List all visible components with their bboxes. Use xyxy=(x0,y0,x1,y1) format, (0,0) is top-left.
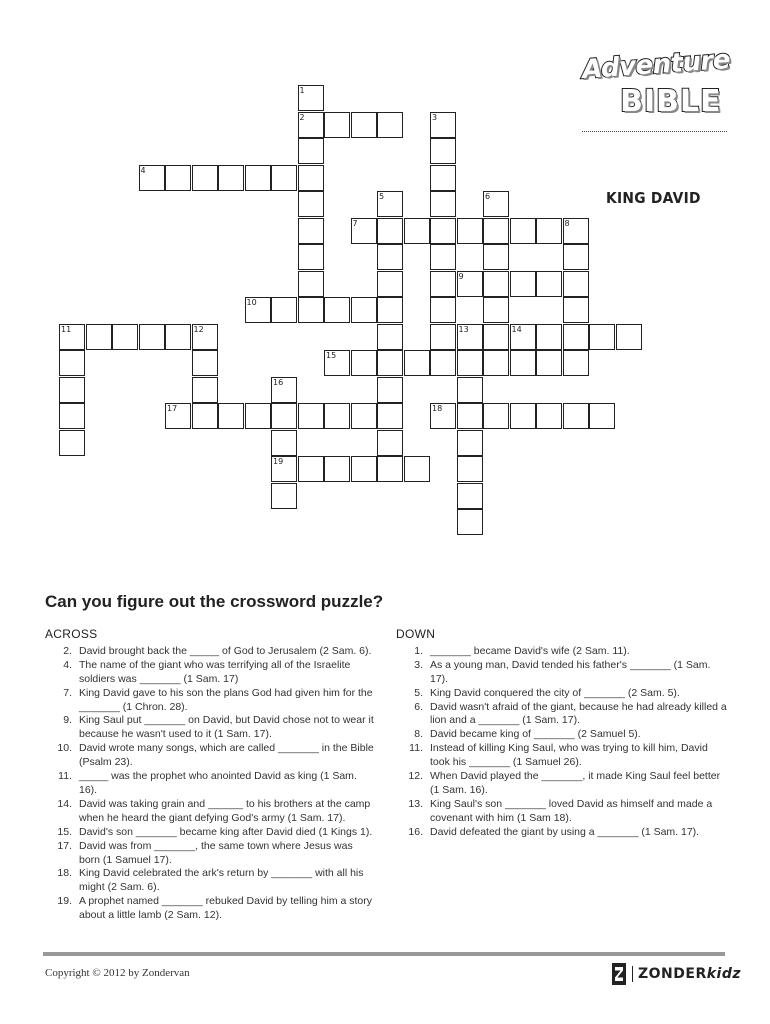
crossword-cell[interactable] xyxy=(59,350,85,376)
across-clue xyxy=(45,867,375,895)
crossword-cell[interactable] xyxy=(377,218,403,244)
clue-number: 9. xyxy=(63,714,72,727)
crossword-cell[interactable] xyxy=(483,244,509,270)
crossword-cell[interactable] xyxy=(245,297,271,323)
cell-number: 15 xyxy=(326,351,337,360)
crossword-cell[interactable] xyxy=(483,271,509,297)
crossword-cell[interactable] xyxy=(59,377,85,403)
clue-text: David was taking grain and ______ to his brothers at the camp when he heard the giant defying God's army (1 Sam. 17). xyxy=(79,797,371,824)
clue-number: 1. xyxy=(414,644,423,657)
crossword-cell[interactable] xyxy=(245,403,271,429)
crossword-cell[interactable] xyxy=(298,165,324,191)
clue-text: King Saul put _______ on David, but David chose not to wear it because he wasn't used to it (1 Sam. 17). xyxy=(79,714,374,741)
crossword-cell[interactable] xyxy=(536,403,562,429)
crossword-cell[interactable] xyxy=(377,456,403,482)
across-heading: ACROSS xyxy=(45,627,98,641)
clue-text: King David celebrated the ark's return by _______ with all his might (2 Sam. 6). xyxy=(79,867,364,894)
crossword-cell[interactable] xyxy=(563,350,589,376)
adventure-bible-logo: Adventure BIBLE xyxy=(581,44,731,119)
clue-number: 7. xyxy=(63,686,72,699)
crossword-cell[interactable] xyxy=(536,218,562,244)
crossword-cell[interactable] xyxy=(298,244,324,270)
cell-number: 14 xyxy=(511,324,522,334)
crossword-cell[interactable] xyxy=(298,297,324,323)
crossword-cell[interactable] xyxy=(377,244,403,270)
cell-number: 4 xyxy=(140,165,146,175)
crossword-cell[interactable] xyxy=(218,165,244,191)
cell-number: 10 xyxy=(246,298,257,307)
crossword-cell[interactable] xyxy=(351,218,377,244)
crossword-cell[interactable] xyxy=(324,456,350,482)
crossword-cell[interactable] xyxy=(245,165,271,191)
crossword-cell[interactable] xyxy=(59,403,85,429)
clue-text: _______ became David's wife (2 Sam. 11). xyxy=(430,644,630,657)
across-clue xyxy=(45,714,375,742)
crossword-cell[interactable] xyxy=(457,430,483,456)
clue-text: The name of the giant who was terrifying all of the Israelite soldiers was _______ (1 Sam. 17) xyxy=(79,658,351,685)
down-clue xyxy=(396,742,728,770)
crossword-cell[interactable] xyxy=(192,324,218,350)
crossword-cell[interactable] xyxy=(324,350,350,376)
across-clue xyxy=(45,742,375,770)
crossword-cell[interactable] xyxy=(86,324,112,350)
crossword-cell[interactable] xyxy=(271,430,297,456)
crossword-cell[interactable] xyxy=(430,138,456,164)
crossword-cell[interactable] xyxy=(457,509,483,535)
crossword-cell[interactable] xyxy=(563,271,589,297)
crossword-cell[interactable] xyxy=(59,324,85,350)
crossword-cell[interactable] xyxy=(351,297,377,323)
crossword-cell[interactable] xyxy=(271,377,297,403)
clue-number: 11. xyxy=(58,770,72,783)
cell-number: 9 xyxy=(458,271,464,281)
name-line xyxy=(582,131,727,132)
clue-text: When David played the _______, it made King Saul feel better (1 Sam. 16). xyxy=(430,770,721,796)
crossword-cell[interactable] xyxy=(324,403,350,429)
across-clue xyxy=(45,826,375,840)
crossword-cell[interactable] xyxy=(510,218,536,244)
puzzle-title: KING DAVID xyxy=(606,189,701,207)
crossword-cell[interactable] xyxy=(430,165,456,191)
down-heading: DOWN xyxy=(396,627,436,641)
crossword-cell[interactable] xyxy=(483,350,509,376)
crossword-cell[interactable] xyxy=(457,324,483,350)
crossword-cell[interactable] xyxy=(165,324,191,350)
clue-number: 3. xyxy=(414,658,423,671)
zonderkidz-wordmark: ZONDERkidz xyxy=(632,966,741,982)
crossword-cell[interactable] xyxy=(271,456,297,482)
down-clue xyxy=(396,701,728,729)
clue-number: 18. xyxy=(57,867,72,880)
crossword-cell[interactable] xyxy=(616,324,642,350)
crossword-cell[interactable] xyxy=(377,350,403,376)
crossword-cell[interactable] xyxy=(298,403,324,429)
clue-number: 17. xyxy=(57,839,72,852)
crossword-cell[interactable] xyxy=(457,456,483,482)
crossword-cell[interactable] xyxy=(271,165,297,191)
down-clue xyxy=(396,826,728,840)
across-clues xyxy=(45,628,375,923)
clue-number: 13. xyxy=(408,797,423,810)
cell-number: 12 xyxy=(193,324,204,334)
zonderkidz-mark-icon xyxy=(612,963,626,985)
crossword-cell[interactable] xyxy=(298,271,324,297)
crossword-cell[interactable] xyxy=(404,456,430,482)
crossword-cell[interactable] xyxy=(563,403,589,429)
cell-number: 16 xyxy=(273,377,284,387)
clue-number: 16. xyxy=(408,825,423,838)
across-clue xyxy=(45,645,375,659)
crossword-cell[interactable] xyxy=(457,218,483,244)
crossword-cell[interactable] xyxy=(218,403,244,429)
cell-number: 7 xyxy=(352,218,358,228)
zonderkidz-logo xyxy=(612,962,741,986)
crossword-cell[interactable] xyxy=(377,271,403,297)
crossword-cell[interactable] xyxy=(510,324,536,350)
clue-text: David defeated the giant by using a _______ (1 Sam. 17). xyxy=(430,825,700,838)
crossword-cell[interactable] xyxy=(483,403,509,429)
crossword-cell[interactable] xyxy=(404,218,430,244)
crossword-cell[interactable] xyxy=(165,165,191,191)
cell-number: 8 xyxy=(564,218,570,228)
crossword-cell[interactable] xyxy=(271,483,297,509)
crossword-cell[interactable] xyxy=(536,271,562,297)
clue-number: 14. xyxy=(57,797,72,810)
crossword-cell[interactable] xyxy=(59,430,85,456)
footer-divider xyxy=(43,952,725,956)
crossword-cell[interactable] xyxy=(377,324,403,350)
crossword-cell[interactable] xyxy=(536,350,562,376)
crossword-cell[interactable] xyxy=(271,403,297,429)
crossword-cell[interactable] xyxy=(510,271,536,297)
cell-number: 11 xyxy=(61,324,72,334)
clue-text: David's son _______ became king after David died (1 Kings 1). xyxy=(79,825,373,838)
crossword-cell[interactable] xyxy=(589,403,615,429)
clue-number: 10. xyxy=(57,742,72,755)
crossword-cell[interactable] xyxy=(324,112,350,138)
clue-number: 5. xyxy=(414,686,423,699)
crossword-cell[interactable] xyxy=(192,377,218,403)
copyright-text: Copyright © 2012 by Zondervan xyxy=(45,967,190,979)
across-clue xyxy=(45,687,375,715)
crossword-cell[interactable] xyxy=(510,350,536,376)
clue-number: 12. xyxy=(408,770,423,783)
crossword-cell[interactable] xyxy=(271,297,297,323)
cell-number: 18 xyxy=(432,404,443,413)
crossword-cell[interactable] xyxy=(298,85,324,111)
crossword-cell[interactable] xyxy=(298,218,324,244)
crossword-cell[interactable] xyxy=(510,403,536,429)
crossword-cell[interactable] xyxy=(377,377,403,403)
across-clue xyxy=(45,895,375,923)
crossword-cell[interactable] xyxy=(377,191,403,217)
clue-text: A prophet named _______ rebuked David by telling him a story about a little lamb (2 Sam. 12). xyxy=(79,895,373,922)
crossword-cell[interactable] xyxy=(457,377,483,403)
crossword-cell[interactable] xyxy=(483,297,509,323)
crossword-cell[interactable] xyxy=(404,350,430,376)
crossword-cell[interactable] xyxy=(430,350,456,376)
clue-text: King David conquered the city of _______ (2 Sam. 5). xyxy=(430,686,680,699)
crossword-cell[interactable] xyxy=(536,324,562,350)
crossword-cell[interactable] xyxy=(430,112,456,138)
clue-text: As a young man, David tended his father's _______ (1 Sam. 17). xyxy=(430,658,711,685)
down-clues xyxy=(396,628,728,840)
crossword-cell[interactable] xyxy=(139,165,165,191)
crossword-cell[interactable] xyxy=(298,138,324,164)
clue-number: 8. xyxy=(414,728,423,741)
clue-text: King David gave to his son the plans God had given him for the _______ (1 Chron. 28). xyxy=(79,686,373,713)
crossword-cell[interactable] xyxy=(351,350,377,376)
crossword-cell[interactable] xyxy=(430,244,456,270)
crossword-cell[interactable] xyxy=(351,403,377,429)
clue-text: Instead of killing King Saul, who was trying to kill him, David took his _______ (1 Samuel 26). xyxy=(430,742,708,769)
puzzle-question: Can you figure out the crossword puzzle? xyxy=(45,592,384,611)
down-clue xyxy=(396,645,728,659)
clue-number: 4. xyxy=(63,658,72,671)
crossword-cell[interactable] xyxy=(112,324,138,350)
cell-number: 5 xyxy=(379,192,385,201)
clue-number: 15. xyxy=(57,825,72,838)
crossword-cell[interactable] xyxy=(483,324,509,350)
clue-number: 19. xyxy=(57,895,72,908)
clue-text: King Saul's son _______ loved David as himself and made a covenant with him (1 Sam 18). xyxy=(430,797,713,824)
crossword-cell[interactable] xyxy=(483,191,509,217)
clue-number: 6. xyxy=(414,700,423,713)
clue-text: David brought back the _____ of God to Jerusalem (2 Sam. 6). xyxy=(79,644,372,657)
across-clue xyxy=(45,770,375,798)
crossword-cell[interactable] xyxy=(192,165,218,191)
crossword-cell[interactable] xyxy=(457,271,483,297)
across-clue xyxy=(45,659,375,687)
cell-number: 2 xyxy=(299,112,305,122)
cell-number: 3 xyxy=(432,112,438,122)
clue-text: David was from _______, the same town where Jesus was born (1 Samuel 17). xyxy=(79,839,353,866)
cell-number: 1 xyxy=(299,86,305,95)
cell-number: 17 xyxy=(167,404,178,413)
crossword-cell[interactable] xyxy=(563,297,589,323)
crossword-cell[interactable] xyxy=(457,403,483,429)
crossword-cell[interactable] xyxy=(298,191,324,217)
crossword-cell[interactable] xyxy=(165,403,191,429)
crossword-cell[interactable] xyxy=(192,403,218,429)
crossword-cell[interactable] xyxy=(298,112,324,138)
down-clue xyxy=(396,659,728,687)
cell-number: 19 xyxy=(273,457,284,466)
crossword-cell[interactable] xyxy=(589,324,615,350)
crossword-cell[interactable] xyxy=(430,191,456,217)
across-clue xyxy=(45,840,375,868)
crossword-cell[interactable] xyxy=(483,218,509,244)
down-clue xyxy=(396,728,728,742)
crossword-cell[interactable] xyxy=(351,456,377,482)
crossword-cell[interactable] xyxy=(298,456,324,482)
crossword-cell[interactable] xyxy=(563,218,589,244)
cell-number: 6 xyxy=(485,192,491,201)
down-clue xyxy=(396,687,728,701)
across-clue xyxy=(45,798,375,826)
crossword-cell[interactable] xyxy=(457,350,483,376)
crossword-cell[interactable] xyxy=(324,297,350,323)
crossword-cell[interactable] xyxy=(457,483,483,509)
crossword-cell[interactable] xyxy=(377,297,403,323)
cell-number: 13 xyxy=(458,324,469,334)
crossword-cell[interactable] xyxy=(377,403,403,429)
clue-number: 11. xyxy=(409,742,423,755)
clue-text: _____ was the prophet who anointed David as king (1 Sam. 16). xyxy=(79,770,357,796)
clue-text: David became king of _______ (2 Samuel 5). xyxy=(430,728,641,741)
crossword-cell[interactable] xyxy=(377,112,403,138)
crossword-cell[interactable] xyxy=(377,430,403,456)
clue-number: 2. xyxy=(63,644,72,657)
down-clue xyxy=(396,798,728,826)
crossword-cell[interactable] xyxy=(430,271,456,297)
crossword-cell[interactable] xyxy=(430,218,456,244)
crossword-cell[interactable] xyxy=(563,324,589,350)
crossword-cell[interactable] xyxy=(563,244,589,270)
crossword-cell[interactable] xyxy=(430,403,456,429)
crossword-cell[interactable] xyxy=(430,324,456,350)
clue-text: David wasn't afraid of the giant, because he had already killed a lion and a _______ (1 Sam. 17). xyxy=(430,700,727,727)
crossword-cell[interactable] xyxy=(351,112,377,138)
crossword-cell[interactable] xyxy=(192,350,218,376)
crossword-cell[interactable] xyxy=(430,297,456,323)
crossword-cell[interactable] xyxy=(139,324,165,350)
clue-text: David wrote many songs, which are called _______ in the Bible (Psalm 23). xyxy=(79,742,374,769)
down-clue xyxy=(396,770,728,798)
